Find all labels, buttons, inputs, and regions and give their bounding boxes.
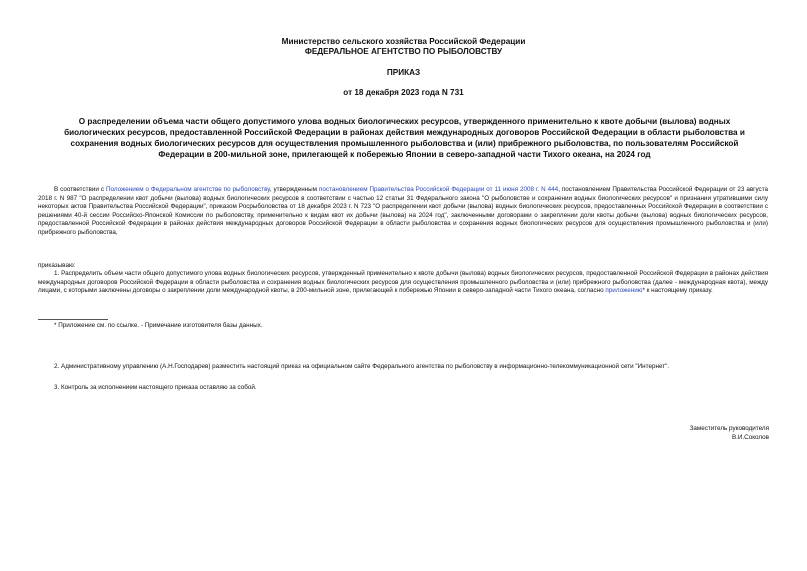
doc-title: О распределении объема части общего допустимого улова водных биологических ресурсов, утвержденного применительно к квоте добычи (вылова) водных биологических ресурсов, предоставленной Российской Федерации в районах действия международных договоров Российской Федерации в области рыболовства и сохранения водных биологических ресурсов для осуществления промышленного рыболовства и (или) прибрежного рыболовства, по пользователям Российской Федерации в 200-мильной зоне, прилегающей к побережью Японии в северо-западной части Тихого океана, на 2024 год <box>64 117 745 159</box>
preamble-text-1: В соответствии с <box>54 186 106 193</box>
appendix-link[interactable]: приложению <box>605 287 643 294</box>
item-1-paragraph <box>38 270 768 296</box>
preamble-paragraph <box>38 186 768 237</box>
signature-position: Заместитель руководителя <box>689 425 769 432</box>
ministry-name: Министерство сельского хозяйства Российской Федерации <box>281 37 526 46</box>
item-1-tail: * к настоящему приказу. <box>642 287 713 294</box>
preamble-text-2: , утвержденным <box>269 186 319 193</box>
item-1-text: 1. Распределить объем части общего допустимого улова водных биологических ресурсов, утвержденный применительно к квоте добычи (вылова) водных биологических ресурсов, предоставленной Российской Федерации в районах действия международных договоров Российской Федерации в области рыболовства и сохранения водных биологических ресурсов для осуществления промышленного рыболовства и (или) прибрежного рыболовства (далее - международная квота), между лицами, с которыми заключены договоры о закреплении доли международной квоты, в 200-мильной зоне, прилегающей к побережью Японии в северо-западной части Тихого океана, согласно <box>38 270 768 294</box>
footnote-divider <box>38 319 108 320</box>
preamble-text-3: , постановлением Правительства Российской Федерации от 23 августа 2018 г. N 987 "О распределении квот добычи (вылова) водных биологических ресурсов в соответствии с частью 12 статьи 31 Федерального закона "О рыболовстве и сохранении водных биологических ресурсов" и признании утратившими силу некоторых актов Правительства Российской Федерации", приказом Росрыболовства от 18 декабря 2023 г. N 723 "О распределении квот добычи (вылова) водных биологических ресурсов, предоставленных Российской Федерации в соответствии с решениями 40-й сессии Российско-Японской Комиссии по рыболовству, применительно к видам квот их добычи (вылова) на 2024 год", заключенными договорами о закреплении доли квоты добычи (вылова) водных биологических ресурсов, предоставленной Российской Федерации в районах действия международных договоров Российской Федерации в области рыболовства и сохранения водных биологических ресурсов для осуществления промышленного рыболовства и (или) прибрежного рыболовства, <box>38 186 769 236</box>
doc-type: ПРИКАЗ <box>386 68 421 77</box>
agency-name: ФЕДЕРАЛЬНОЕ АГЕНТСТВО ПО РЫБОЛОВСТВУ <box>304 47 503 56</box>
item-2-paragraph: 2. Административному управлению (А.Н.Господарев) разместить настоящий приказ на официальном сайте Федерального агентства по рыболовству в информационно-телекоммуникационной сети "Интернет". <box>54 363 670 370</box>
regulation-link[interactable]: Положением о Федеральном агентстве по рыболовству <box>105 186 270 193</box>
order-word: приказываю: <box>38 262 76 269</box>
item-3-paragraph: 3. Контроль за исполнением настоящего приказа оставляю за собой. <box>54 384 257 391</box>
doc-date-number: от 18 декабря 2023 года N 731 <box>343 88 464 97</box>
footnote: * Приложение см. по ссылке. - Примечание изготовителя базы данных. <box>54 322 263 329</box>
government-decree-link[interactable]: постановлением Правительства Российской Федерации от 11 июня 2008 г. N 444 <box>318 186 559 193</box>
signature-name: В.И.Соколов <box>731 434 769 441</box>
